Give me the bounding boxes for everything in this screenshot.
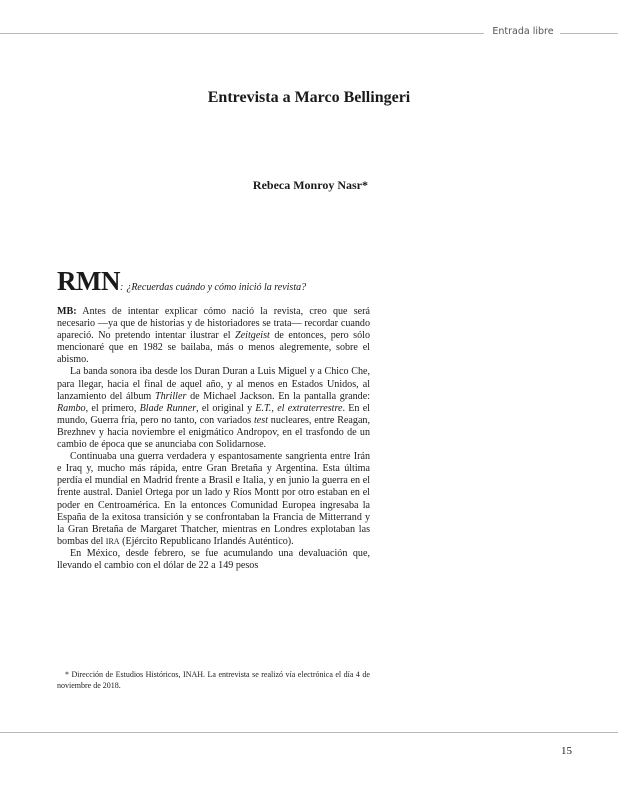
- text-run: En México, desde febrero, se fue acumulando una devaluación que, llevando el cambio con el dólar de 22 a 149 pesos: [57, 547, 370, 571]
- interviewer-initials: RMN: [57, 266, 120, 296]
- text-italic: Thriller: [154, 390, 187, 402]
- interview-question: [57, 266, 377, 297]
- text-run: de Michael Jackson. En la pantalla grande:: [186, 390, 371, 402]
- text-smallcaps: IRA: [105, 536, 120, 546]
- text-italic: Zeitgeist: [235, 330, 270, 342]
- text-run: Continuaba una guerra verdadera y espantosamente sangrienta entre Irán e Iraq y, mucho más rápida, entre Gran Bretaña y Argentina. Esta última perdía el mundial en Madrid frente a Brasil e Italia, y en junio la guerra en el frente austral. Daniel Ortega por un lado y Ríos Montt por otro estaban en el poder en Centroamérica. En la entonces Comunidad Europea ingresaba la España de la exitosa transición y se confrontaban la Francia de Mitterrand y la Gran Bretaña de Margaret Thatcher, mientras en Londres explotaban las bombas del: [57, 451, 370, 547]
- text-run: (Ejército Republicano Irlandés Auténtico).: [119, 535, 294, 547]
- text-run: La banda sonora iba desde los Duran Duran a Luis Miguel y a Chico Che, para llegar, hacia el final de aquel año, y al menos en Estados Unidos, al lanzamiento del álbum: [57, 366, 370, 402]
- answer-body: [57, 306, 370, 572]
- header-rule-right: [560, 33, 618, 34]
- section-label: Entrada libre: [492, 26, 554, 37]
- speaker-initials: MB:: [57, 306, 77, 317]
- text-run: nucleares, entre Reagan, Brezhnev y hacia noviembre el enigmático Andropov, en el trasfondo de un cambio de época que se anunciaba con Solidarnose.: [57, 414, 370, 451]
- text-run: Antes de intentar explicar cómo nació la revista, creo que será necesario —ya que de historias y de historiadores se trata— recordar cuando apareció. No pretendo intentar ilustrar el: [57, 306, 370, 342]
- answer-paragraph-3: [57, 451, 370, 548]
- text-italic: E.T., el extraterrestre: [255, 402, 343, 414]
- article-author: Rebeca Monroy Nasr*: [252, 178, 368, 192]
- answer-paragraph-2: [57, 366, 370, 451]
- answer-paragraph-4: [57, 548, 370, 572]
- article-title: Entrevista a Marco Bellingeri: [207, 89, 411, 106]
- footnote-smallcaps: INAH: [183, 670, 204, 679]
- footer-rule: [0, 732, 618, 733]
- footnote: [57, 670, 370, 691]
- footnote-text: * Dirección de Estudios Históricos,: [65, 670, 184, 679]
- text-run: de entonces, pero sólo mencionaré que en 1982 se bailaba, más o menos alegremente, sobre el abismo.: [57, 330, 370, 366]
- text-run: . En el mundo, Guerra fría, pero no tanto, con variados: [57, 402, 370, 426]
- question-text: ¿Recuerdas cuándo y cómo inició la revista?: [126, 282, 307, 293]
- header-rule-left: [0, 33, 484, 34]
- text-italic: Blade Runner: [139, 402, 197, 414]
- question-colon: :: [119, 282, 124, 293]
- answer-paragraph-1: [57, 306, 370, 366]
- text-run: , el original y: [196, 402, 256, 414]
- text-italic: Rambo: [57, 402, 86, 414]
- text-italic: test: [253, 414, 269, 426]
- footnote-text: . La entrevista se realizó vía electrónica el día 4 de noviembre de 2018.: [57, 670, 370, 690]
- page-number: 15: [561, 745, 572, 757]
- text-run: , el primero,: [85, 402, 140, 414]
